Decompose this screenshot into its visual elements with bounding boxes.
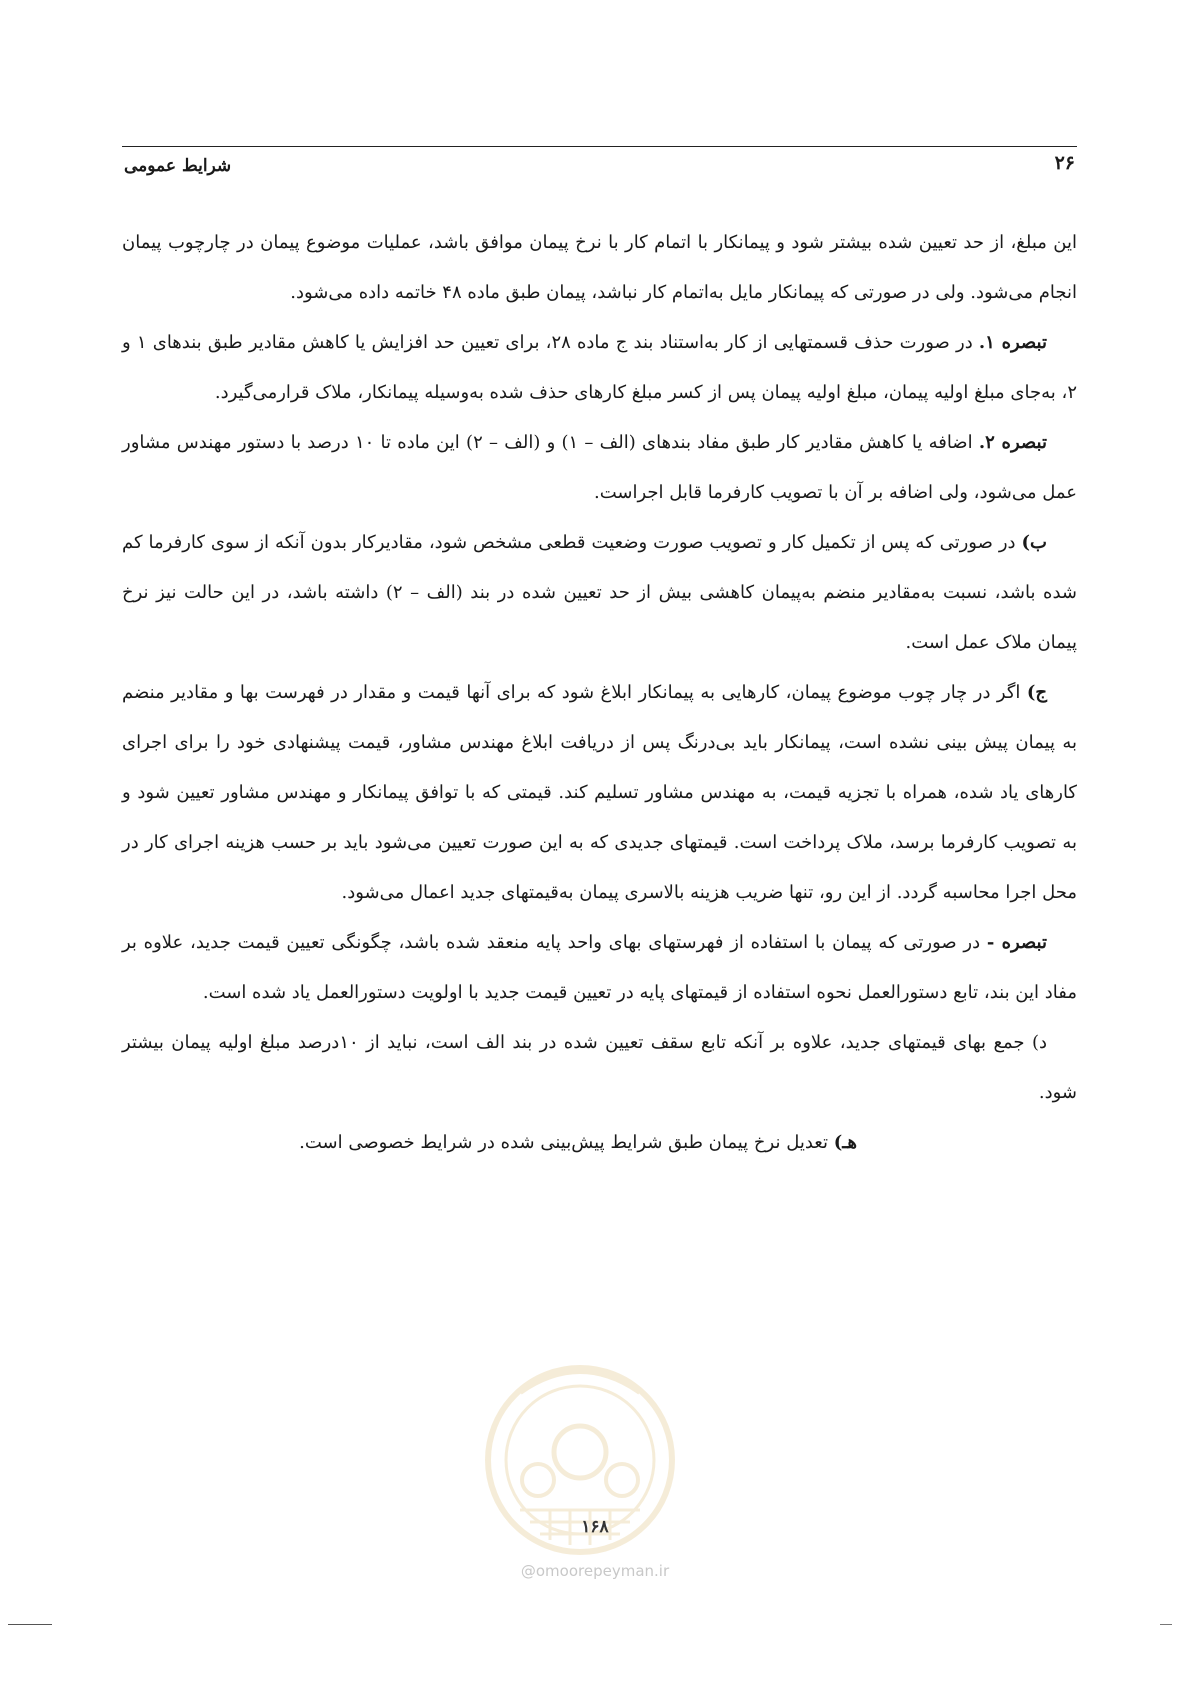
paragraph-text: در صورتی که پیمان با استفاده از فهرستهای بهای واحد پایه منعقد شده باشد، چگونگی تعیین قیمت جدید، علاوه بر مفاد این بند، تابع دستورالعمل نحوه استفاده از قیمتهای پایه در تعیین قیمت جدید با اولویت دستورالعمل یاد شده است.: [122, 932, 1077, 1003]
paragraph-lead: تبصره ۲.: [978, 432, 1047, 453]
paragraph-text: اضافه یا کاهش مقادیر کار طبق مفاد بندهای (الف – ۱) و (الف – ۲) این ماده تا ۱۰ درصد با دستور مهندس مشاور عمل می‌شود، ولی اضافه بر آن با تصویب کارفرما قابل اجراست.: [122, 432, 1077, 503]
paragraph-lead: ج): [1026, 682, 1047, 703]
paragraph-text: د) جمع بهای قیمتهای جدید، علاوه بر آنکه تابع سقف تعیین شده در بند الف است، نباید از ۱۰درصد مبلغ اولیه پیمان بیشتر شود.: [122, 1032, 1077, 1103]
paragraph-clause-j: [122, 668, 1077, 918]
paragraph-lead: هـ): [833, 1132, 857, 1153]
paragraph-clause-d: [122, 1018, 1077, 1118]
body-text: [122, 218, 1077, 1168]
page-header: [122, 146, 1077, 186]
footer-website: @omoorepeyman.ir: [520, 1562, 670, 1580]
footer-page-number: ۱۶۸: [581, 1517, 609, 1537]
paragraph-intro: [122, 218, 1077, 318]
header-title: شرایط عمومی: [124, 156, 232, 176]
paragraph-clause-h: [122, 1118, 1077, 1168]
paragraph-clause-b: [122, 518, 1077, 668]
paragraph-note-1: [122, 318, 1077, 418]
scan-mark-left: [8, 1624, 52, 1625]
paragraph-text: اگر در چار چوب موضوع پیمان، کارهایی به پیمانکار ابلاغ شود که برای آنها قیمت و مقدار در فهرست بها و مقادیر منضم به پیمان پیش بینی نشده است، پیمانکار باید بی‌درنگ پس از دریافت ابلاغ مهندس مشاور، قیمت پیشنهادی خود را برای اجرای کارهای یاد شده، همراه با تجزیه قیمت، به مهندس مشاور تسلیم کند. قیمتی که با توافق پیمانکار و مهندس مشاور تعیین شود و به تصویب کارفرما برسد، ملاک پرداخت است. قیمتهای جدیدی که به این صورت تعیین می‌شود باید بر حسب هزینه اجرای کار در محل اجرا محاسبه گردد. از این رو، تنها ضریب هزینه بالاسری پیمان به‌قیمتهای جدید اعمال می‌شود.: [122, 682, 1078, 903]
paragraph-note-3: [122, 918, 1077, 1018]
paragraph-lead: ب): [1021, 532, 1047, 553]
paragraph-lead: تبصره -: [986, 932, 1047, 953]
paragraph-text: در صورت حذف قسمتهایی از کار به‌استناد بند ج ماده ۲۸، برای تعیین حد افزایش یا کاهش مقادیر طبق بندهای ۱ و ۲، به‌جای مبلغ اولیه پیمان، مبلغ اولیه پیمان پس از کسر مبلغ کارهای حذف شده به‌وسیله پیمانکار، ملاک قرارمی‌گیرد.: [122, 332, 1077, 403]
paragraph-text: این مبلغ، از حد تعیین شده بیشتر شود و پیمانکار با اتمام کار با نرخ پیمان موافق باشد، عملیات موضوع پیمان در چارچوب پیمان انجام می‌شود. ولی در صورتی که پیمانکار مایل به‌اتمام کار نباشد، پیمان طبق ماده ۴۸ خاتمه داده می‌شود.: [122, 232, 1077, 303]
header-page-number: ۲۶: [1054, 152, 1075, 174]
paragraph-lead: تبصره ۱.: [978, 332, 1047, 353]
paragraph-note-2: [122, 418, 1077, 518]
scan-mark-right: [1160, 1624, 1172, 1625]
paragraph-text: تعدیل نرخ پیمان طبق شرایط پیش‌بینی شده در شرایط خصوصی است.: [299, 1132, 834, 1153]
paragraph-text: در صورتی که پس از تکمیل کار و تصویب صورت وضعیت قطعی مشخص شود، مقادیرکار بدون آنکه از سوی کارفرما کم شده باشد، نسبت به‌مقادیر منضم به‌پیمان کاهشی بیش از حد تعیین شده در بند (الف – ۲) داشته باشد، در این حالت نیز نرخ پیمان ملاک عمل است.: [122, 532, 1077, 653]
